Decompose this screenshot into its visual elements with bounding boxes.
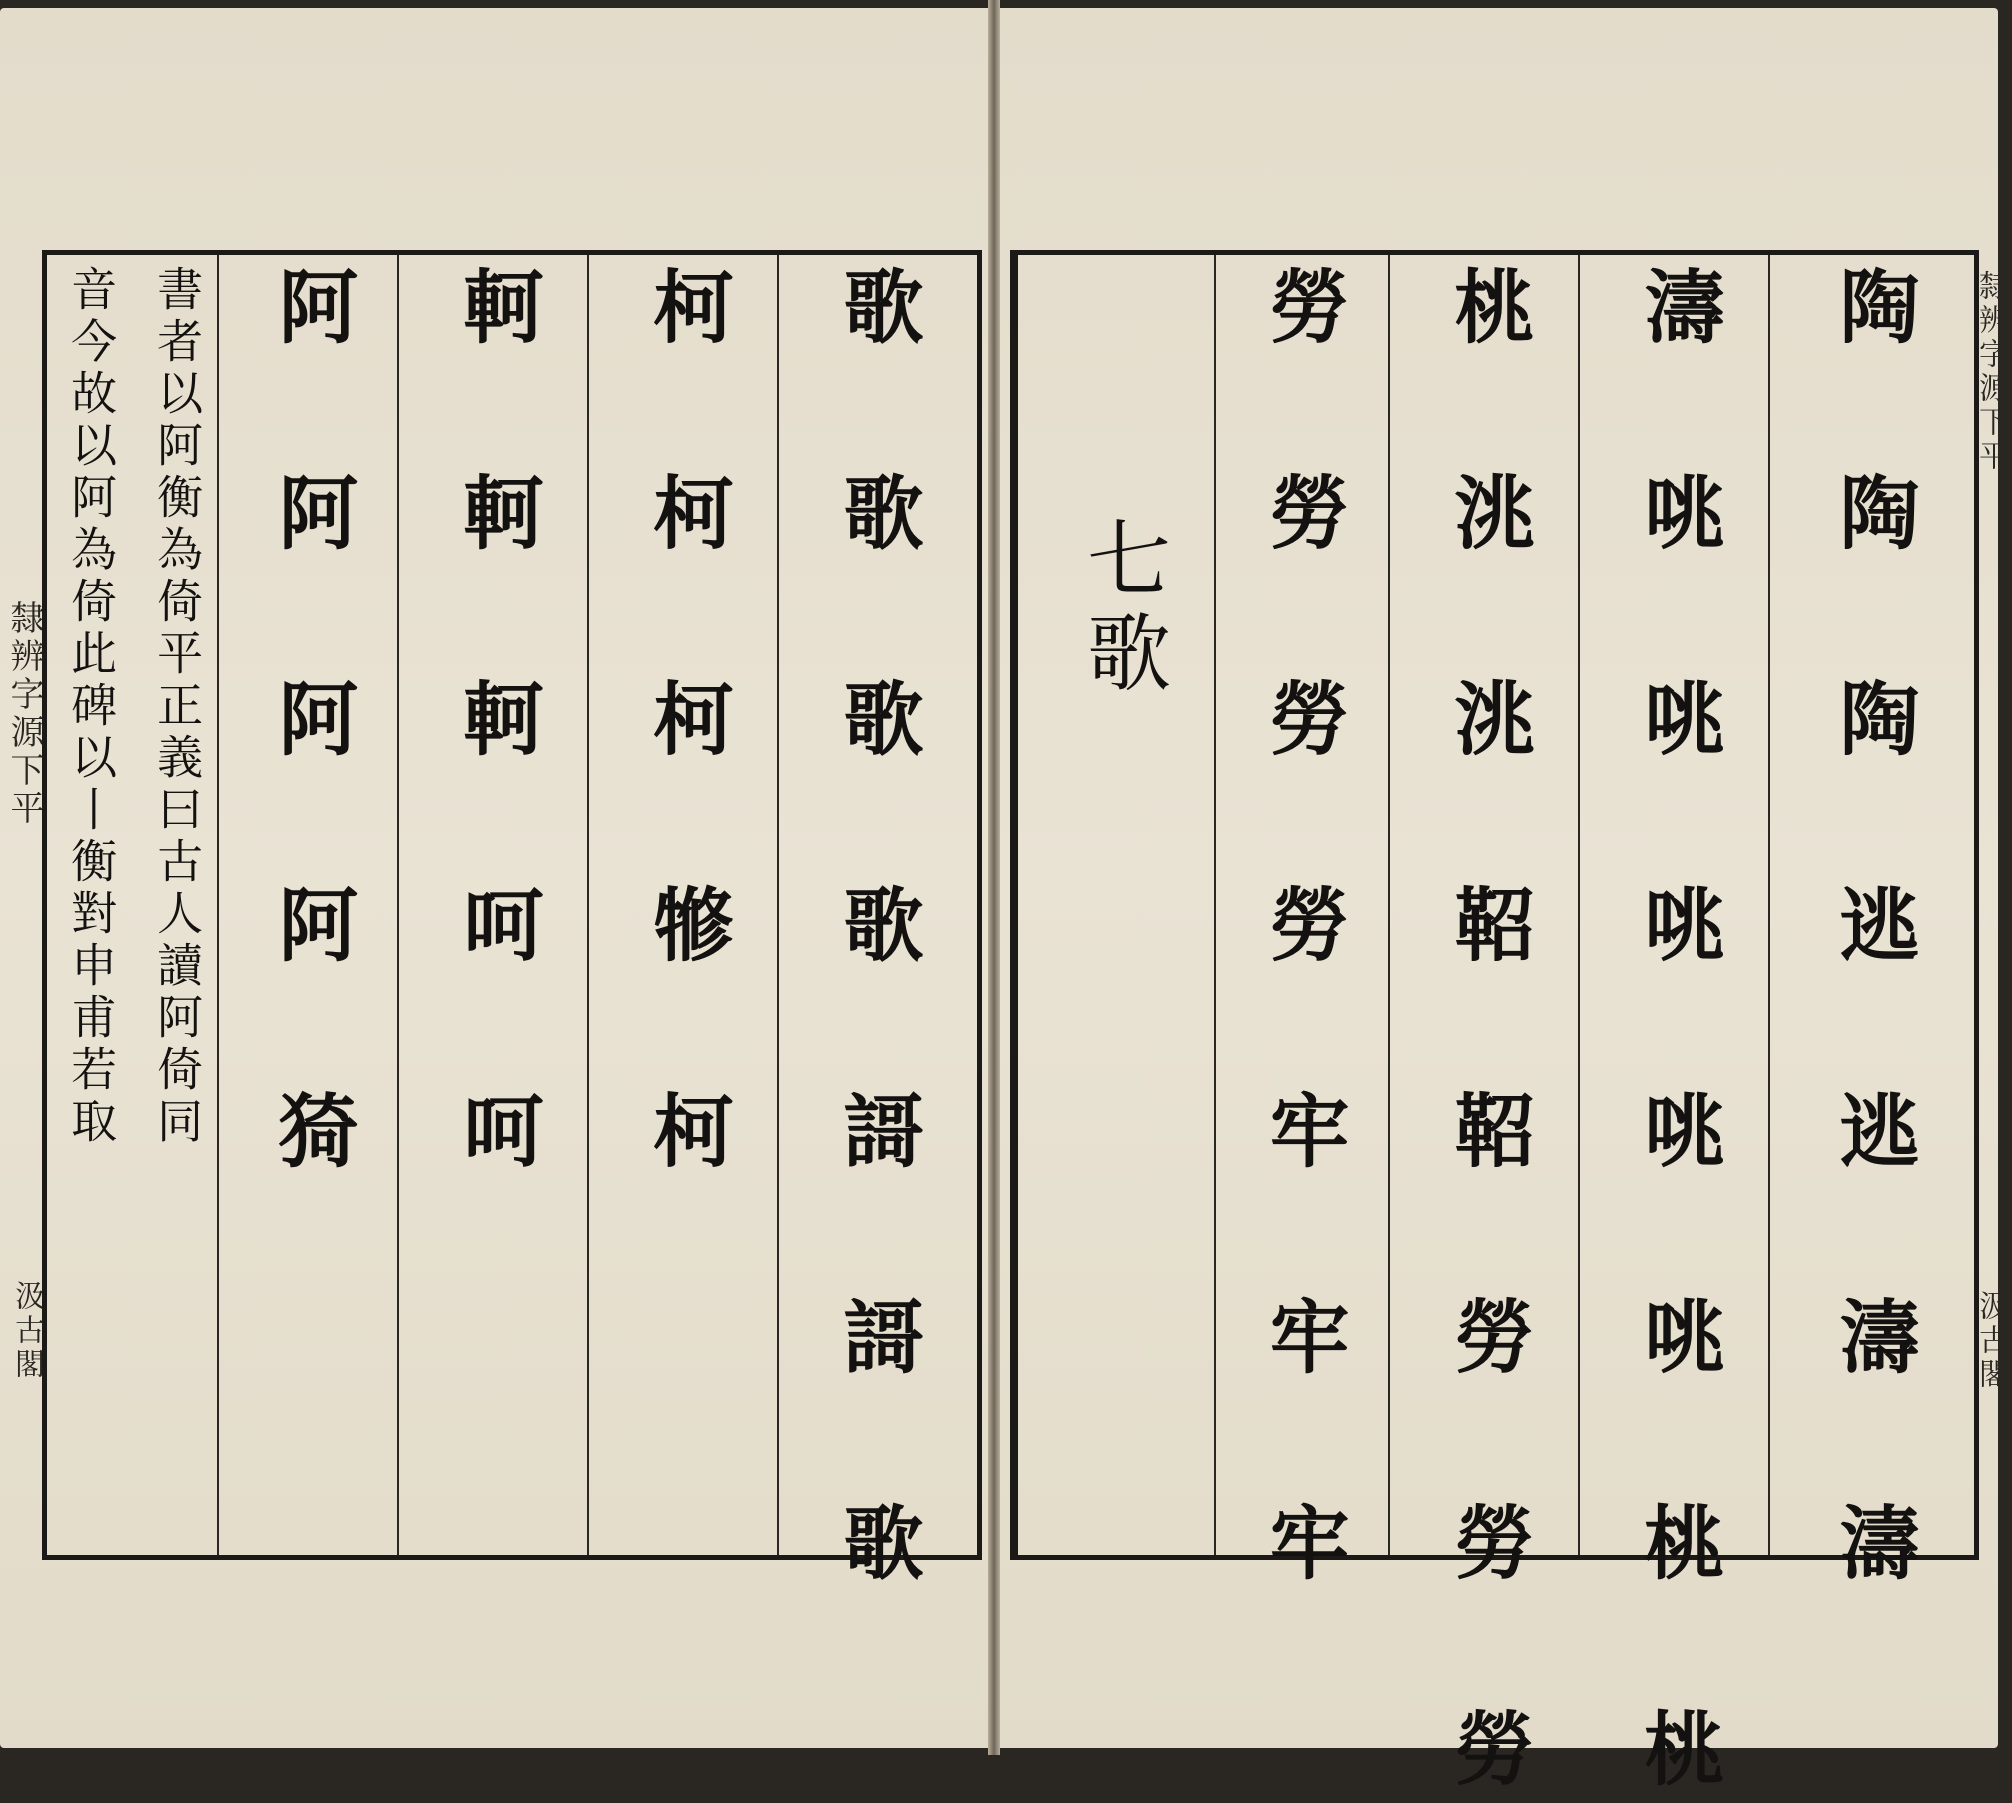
column-main-text: 勞 勞 勞 勞 牢 牢 牢 bbox=[1256, 265, 1350, 1597]
column-commentary-1 bbox=[137, 265, 217, 1545]
column-lao bbox=[1218, 265, 1388, 1597]
commentary-text: 音今故以阿為倚此碑以丨衡對申甫若取 bbox=[64, 265, 119, 1149]
column-rule bbox=[777, 255, 779, 1555]
right-margin-title: 隸辨字源下平 bbox=[1973, 270, 2008, 474]
column-rule bbox=[217, 255, 219, 1555]
column-rule bbox=[587, 255, 589, 1555]
column-rule bbox=[1768, 255, 1770, 1555]
column-main-text: 柯 柯 柯 㹋 柯 bbox=[640, 265, 734, 1185]
column-rule bbox=[1214, 255, 1216, 1555]
column-ke bbox=[597, 265, 777, 1545]
right-margin-foot: 汲古閣 bbox=[1973, 1290, 2008, 1392]
column-tao-3 bbox=[1398, 265, 1578, 1803]
book-gutter bbox=[988, 0, 1000, 1755]
column-rule bbox=[1388, 255, 1390, 1555]
column-main-text: 阿 阿 阿 阿 猗 bbox=[265, 265, 359, 1185]
commentary-text: 書者以阿衡為倚平正義曰古人讀阿倚同 bbox=[150, 265, 205, 1149]
section-heading bbox=[1048, 515, 1198, 1545]
column-kea bbox=[407, 265, 587, 1545]
right-text-frame bbox=[1010, 250, 1979, 1803]
column-commentary-2 bbox=[51, 265, 131, 1545]
column-rule bbox=[1578, 255, 1580, 1555]
column-a bbox=[227, 265, 397, 1545]
column-main-text: 濤 咷 咷 咷 咷 咷 桃 桃 bbox=[1631, 265, 1725, 1803]
section-heading-text: 七歌 bbox=[1073, 515, 1172, 703]
column-main-text: 桃 洮 洮 鞀 鞀 勞 勞 勞 bbox=[1441, 265, 1535, 1803]
column-tao-2 bbox=[1588, 265, 1768, 1803]
column-main-text: 軻 軻 軻 呵 呵 bbox=[450, 265, 544, 1185]
column-main-text: 歌 歌 歌 歌 謌 謌 歌 bbox=[830, 265, 924, 1597]
column-ge bbox=[787, 265, 967, 1597]
left-margin-title: 隸辨字源下平 bbox=[4, 600, 44, 828]
left-text-frame bbox=[42, 250, 982, 1597]
column-main-text: 陶 陶 陶 逃 逃 濤 濤 bbox=[1826, 265, 1920, 1597]
column-rule bbox=[397, 255, 399, 1555]
left-margin-foot: 汲古閣 bbox=[9, 1280, 44, 1382]
column-tao bbox=[1778, 265, 1968, 1597]
